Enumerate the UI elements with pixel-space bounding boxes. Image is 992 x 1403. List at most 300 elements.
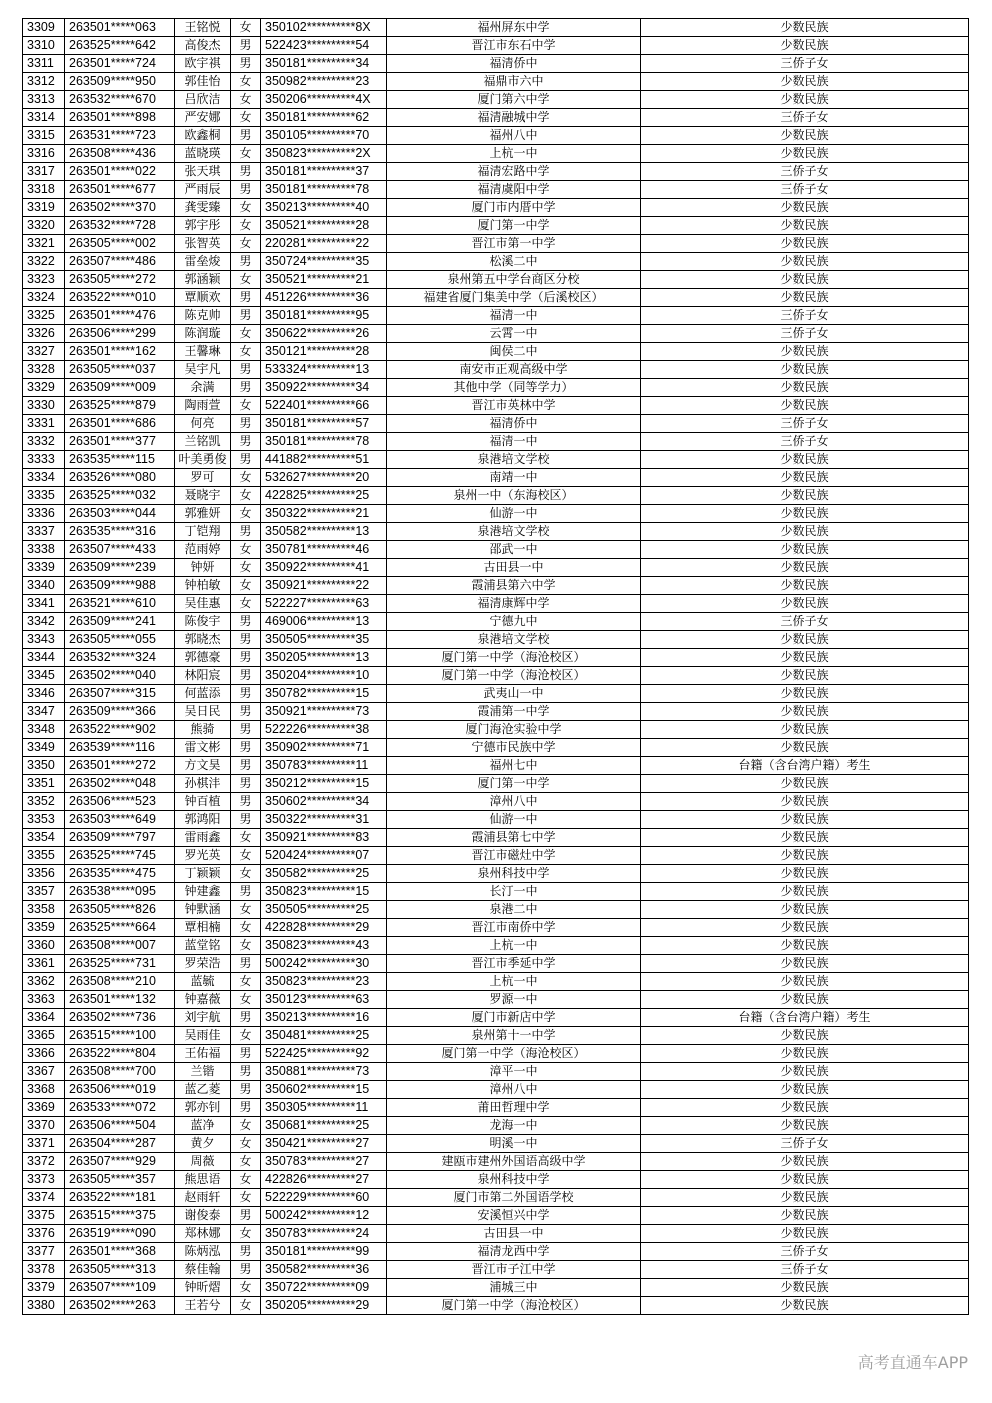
table-row xyxy=(23,469,969,487)
table-row xyxy=(23,685,969,703)
table-row xyxy=(23,307,969,325)
cell-id-card-number: 350602**********34 xyxy=(261,793,387,811)
cell-school: 漳州八中 xyxy=(387,1081,641,1099)
cell-gender: 女 xyxy=(231,487,261,505)
cell-category: 三侨子女 xyxy=(641,433,969,451)
cell-gender: 男 xyxy=(231,361,261,379)
cell-exam-number: 263526*****080 xyxy=(65,469,175,487)
cell-sequence-number: 3380 xyxy=(23,1297,65,1315)
cell-school: 泉州第十一中学 xyxy=(387,1027,641,1045)
cell-student-name: 陶雨萱 xyxy=(175,397,231,415)
cell-student-name: 郭涵颖 xyxy=(175,271,231,289)
table-body xyxy=(23,19,969,1315)
cell-id-card-number: 350582**********36 xyxy=(261,1261,387,1279)
cell-school: 龙海一中 xyxy=(387,1117,641,1135)
cell-category: 三侨子女 xyxy=(641,181,969,199)
cell-exam-number: 263501*****898 xyxy=(65,109,175,127)
cell-school: 宁德九中 xyxy=(387,613,641,631)
cell-category: 少数民族 xyxy=(641,811,969,829)
cell-sequence-number: 3350 xyxy=(23,757,65,775)
cell-student-name: 罗可 xyxy=(175,469,231,487)
cell-sequence-number: 3313 xyxy=(23,91,65,109)
cell-student-name: 陈润璇 xyxy=(175,325,231,343)
table-row xyxy=(23,91,969,109)
cell-exam-number: 263508*****210 xyxy=(65,973,175,991)
cell-sequence-number: 3327 xyxy=(23,343,65,361)
cell-exam-number: 263525*****032 xyxy=(65,487,175,505)
cell-school: 云霄一中 xyxy=(387,325,641,343)
cell-exam-number: 263522*****804 xyxy=(65,1045,175,1063)
cell-school: 罗源一中 xyxy=(387,991,641,1009)
table-row xyxy=(23,1045,969,1063)
cell-student-name: 钟嘉薇 xyxy=(175,991,231,1009)
table-row xyxy=(23,649,969,667)
cell-student-name: 雷文彬 xyxy=(175,739,231,757)
table-row xyxy=(23,901,969,919)
cell-gender: 女 xyxy=(231,91,261,109)
cell-student-name: 兰锴 xyxy=(175,1063,231,1081)
cell-school: 安溪恒兴中学 xyxy=(387,1207,641,1225)
cell-school: 福州七中 xyxy=(387,757,641,775)
table-row xyxy=(23,343,969,361)
cell-id-card-number: 350123**********63 xyxy=(261,991,387,1009)
cell-student-name: 覃相楠 xyxy=(175,919,231,937)
cell-student-name: 钟默涵 xyxy=(175,901,231,919)
cell-exam-number: 263502*****263 xyxy=(65,1297,175,1315)
cell-sequence-number: 3322 xyxy=(23,253,65,271)
cell-id-card-number: 350181**********62 xyxy=(261,109,387,127)
cell-student-name: 王若兮 xyxy=(175,1297,231,1315)
cell-category: 少数民族 xyxy=(641,919,969,937)
cell-student-name: 吴日民 xyxy=(175,703,231,721)
cell-sequence-number: 3318 xyxy=(23,181,65,199)
cell-id-card-number: 469006**********13 xyxy=(261,613,387,631)
cell-category: 少数民族 xyxy=(641,955,969,973)
cell-id-card-number: 522227**********63 xyxy=(261,595,387,613)
cell-student-name: 陈俊宇 xyxy=(175,613,231,631)
cell-category: 少数民族 xyxy=(641,217,969,235)
cell-exam-number: 263502*****370 xyxy=(65,199,175,217)
table-row xyxy=(23,433,969,451)
cell-exam-number: 263506*****019 xyxy=(65,1081,175,1099)
table-row xyxy=(23,127,969,145)
cell-gender: 男 xyxy=(231,55,261,73)
cell-id-card-number: 350305**********11 xyxy=(261,1099,387,1117)
cell-gender: 男 xyxy=(231,127,261,145)
cell-sequence-number: 3364 xyxy=(23,1009,65,1027)
cell-school: 古田县一中 xyxy=(387,1225,641,1243)
cell-id-card-number: 520424**********07 xyxy=(261,847,387,865)
cell-sequence-number: 3315 xyxy=(23,127,65,145)
cell-student-name: 钟柏敏 xyxy=(175,577,231,595)
cell-school: 厦门市新店中学 xyxy=(387,1009,641,1027)
cell-sequence-number: 3359 xyxy=(23,919,65,937)
table-row xyxy=(23,181,969,199)
cell-gender: 女 xyxy=(231,73,261,91)
cell-sequence-number: 3355 xyxy=(23,847,65,865)
cell-school: 厦门第一中学 xyxy=(387,217,641,235)
cell-category: 少数民族 xyxy=(641,595,969,613)
cell-id-card-number: 350823**********43 xyxy=(261,937,387,955)
cell-gender: 女 xyxy=(231,505,261,523)
cell-gender: 男 xyxy=(231,1207,261,1225)
cell-id-card-number: 350823**********23 xyxy=(261,973,387,991)
cell-sequence-number: 3366 xyxy=(23,1045,65,1063)
cell-exam-number: 263508*****436 xyxy=(65,145,175,163)
cell-student-name: 郭晓杰 xyxy=(175,631,231,649)
cell-sequence-number: 3373 xyxy=(23,1171,65,1189)
cell-student-name: 熊思语 xyxy=(175,1171,231,1189)
cell-id-card-number: 350322**********21 xyxy=(261,505,387,523)
cell-exam-number: 263538*****095 xyxy=(65,883,175,901)
cell-exam-number: 263522*****902 xyxy=(65,721,175,739)
cell-id-card-number: 350622**********26 xyxy=(261,325,387,343)
table-row xyxy=(23,577,969,595)
cell-category: 少数民族 xyxy=(641,91,969,109)
cell-student-name: 陈克帅 xyxy=(175,307,231,325)
cell-id-card-number: 220281**********22 xyxy=(261,235,387,253)
cell-student-name: 龚雯臻 xyxy=(175,199,231,217)
table-row xyxy=(23,37,969,55)
cell-category: 少数民族 xyxy=(641,1279,969,1297)
cell-sequence-number: 3332 xyxy=(23,433,65,451)
cell-student-name: 方文昊 xyxy=(175,757,231,775)
cell-id-card-number: 350982**********23 xyxy=(261,73,387,91)
cell-school: 漳平一中 xyxy=(387,1063,641,1081)
cell-sequence-number: 3331 xyxy=(23,415,65,433)
cell-category: 三侨子女 xyxy=(641,109,969,127)
cell-gender: 男 xyxy=(231,1099,261,1117)
watermark-text: 高考直通车APP xyxy=(856,1350,970,1373)
cell-sequence-number: 3311 xyxy=(23,55,65,73)
cell-category: 少数民族 xyxy=(641,685,969,703)
cell-school: 福鼎市六中 xyxy=(387,73,641,91)
cell-student-name: 丁颖颖 xyxy=(175,865,231,883)
cell-gender: 女 xyxy=(231,325,261,343)
cell-school: 福清虞阳中学 xyxy=(387,181,641,199)
cell-id-card-number: 350582**********13 xyxy=(261,523,387,541)
cell-sequence-number: 3320 xyxy=(23,217,65,235)
cell-category: 少数民族 xyxy=(641,865,969,883)
cell-student-name: 黄夕 xyxy=(175,1135,231,1153)
cell-exam-number: 263502*****736 xyxy=(65,1009,175,1027)
cell-gender: 男 xyxy=(231,379,261,397)
cell-student-name: 张智英 xyxy=(175,235,231,253)
cell-school: 晋江市磁灶中学 xyxy=(387,847,641,865)
cell-gender: 女 xyxy=(231,937,261,955)
cell-student-name: 罗光英 xyxy=(175,847,231,865)
cell-school: 武夷山一中 xyxy=(387,685,641,703)
cell-sequence-number: 3343 xyxy=(23,631,65,649)
admission-list-table xyxy=(22,18,969,1315)
cell-category: 三侨子女 xyxy=(641,1261,969,1279)
cell-sequence-number: 3369 xyxy=(23,1099,65,1117)
table-row xyxy=(23,847,969,865)
cell-school: 晋江市第一中学 xyxy=(387,235,641,253)
cell-gender: 女 xyxy=(231,1117,261,1135)
cell-exam-number: 263532*****728 xyxy=(65,217,175,235)
cell-student-name: 郑林娜 xyxy=(175,1225,231,1243)
table-row xyxy=(23,703,969,721)
cell-id-card-number: 350105**********70 xyxy=(261,127,387,145)
cell-id-card-number: 350823**********2X xyxy=(261,145,387,163)
cell-gender: 女 xyxy=(231,973,261,991)
cell-gender: 女 xyxy=(231,1297,261,1315)
cell-gender: 男 xyxy=(231,1009,261,1027)
cell-sequence-number: 3312 xyxy=(23,73,65,91)
table-row xyxy=(23,631,969,649)
cell-sequence-number: 3365 xyxy=(23,1027,65,1045)
cell-gender: 女 xyxy=(231,343,261,361)
cell-gender: 男 xyxy=(231,1261,261,1279)
table-row xyxy=(23,523,969,541)
table-row xyxy=(23,1189,969,1207)
cell-category: 少数民族 xyxy=(641,73,969,91)
cell-gender: 男 xyxy=(231,163,261,181)
cell-gender: 女 xyxy=(231,559,261,577)
table-row xyxy=(23,271,969,289)
cell-gender: 男 xyxy=(231,649,261,667)
cell-exam-number: 263506*****504 xyxy=(65,1117,175,1135)
cell-exam-number: 263508*****700 xyxy=(65,1063,175,1081)
cell-student-name: 王佑福 xyxy=(175,1045,231,1063)
cell-student-name: 谢俊泰 xyxy=(175,1207,231,1225)
cell-student-name: 罗荣浩 xyxy=(175,955,231,973)
cell-school: 其他中学（同等学力） xyxy=(387,379,641,397)
cell-category: 少数民族 xyxy=(641,1207,969,1225)
cell-category: 少数民族 xyxy=(641,631,969,649)
cell-exam-number: 263502*****048 xyxy=(65,775,175,793)
table-row xyxy=(23,811,969,829)
cell-category: 少数民族 xyxy=(641,847,969,865)
table-row xyxy=(23,955,969,973)
cell-id-card-number: 422825**********25 xyxy=(261,487,387,505)
cell-student-name: 吴佳惠 xyxy=(175,595,231,613)
cell-gender: 男 xyxy=(231,667,261,685)
cell-student-name: 余满 xyxy=(175,379,231,397)
cell-student-name: 范雨婷 xyxy=(175,541,231,559)
cell-school: 上杭一中 xyxy=(387,145,641,163)
cell-category: 少数民族 xyxy=(641,271,969,289)
cell-sequence-number: 3362 xyxy=(23,973,65,991)
cell-sequence-number: 3361 xyxy=(23,955,65,973)
table-row xyxy=(23,775,969,793)
cell-sequence-number: 3377 xyxy=(23,1243,65,1261)
cell-sequence-number: 3339 xyxy=(23,559,65,577)
cell-category: 少数民族 xyxy=(641,703,969,721)
cell-id-card-number: 350783**********24 xyxy=(261,1225,387,1243)
cell-category: 少数民族 xyxy=(641,253,969,271)
cell-category: 少数民族 xyxy=(641,1081,969,1099)
cell-exam-number: 263505*****313 xyxy=(65,1261,175,1279)
cell-school: 松溪二中 xyxy=(387,253,641,271)
table-row xyxy=(23,1117,969,1135)
cell-exam-number: 263509*****988 xyxy=(65,577,175,595)
cell-school: 仙游一中 xyxy=(387,811,641,829)
cell-gender: 女 xyxy=(231,595,261,613)
cell-category: 台籍（含台湾户籍）考生 xyxy=(641,757,969,775)
table-row xyxy=(23,73,969,91)
cell-exam-number: 263531*****723 xyxy=(65,127,175,145)
cell-gender: 男 xyxy=(231,307,261,325)
cell-school: 泉州一中（东海校区） xyxy=(387,487,641,505)
cell-gender: 男 xyxy=(231,775,261,793)
cell-id-card-number: 500242**********12 xyxy=(261,1207,387,1225)
cell-student-name: 郭宇彤 xyxy=(175,217,231,235)
cell-category: 少数民族 xyxy=(641,487,969,505)
cell-sequence-number: 3372 xyxy=(23,1153,65,1171)
table-row xyxy=(23,1063,969,1081)
cell-sequence-number: 3329 xyxy=(23,379,65,397)
cell-exam-number: 263525*****879 xyxy=(65,397,175,415)
cell-exam-number: 263533*****072 xyxy=(65,1099,175,1117)
cell-id-card-number: 350921**********83 xyxy=(261,829,387,847)
cell-school: 泉港培文学校 xyxy=(387,523,641,541)
cell-id-card-number: 350205**********29 xyxy=(261,1297,387,1315)
table-row xyxy=(23,1135,969,1153)
table-row xyxy=(23,541,969,559)
cell-gender: 男 xyxy=(231,451,261,469)
cell-id-card-number: 522229**********60 xyxy=(261,1189,387,1207)
cell-id-card-number: 350783**********11 xyxy=(261,757,387,775)
cell-exam-number: 263505*****037 xyxy=(65,361,175,379)
cell-category: 少数民族 xyxy=(641,1153,969,1171)
cell-gender: 男 xyxy=(231,1081,261,1099)
cell-school: 晋江市英林中学 xyxy=(387,397,641,415)
cell-school: 福清一中 xyxy=(387,433,641,451)
cell-exam-number: 263507*****315 xyxy=(65,685,175,703)
cell-student-name: 蓝毓 xyxy=(175,973,231,991)
table-row xyxy=(23,757,969,775)
cell-student-name: 周薇 xyxy=(175,1153,231,1171)
cell-category: 少数民族 xyxy=(641,343,969,361)
cell-gender: 女 xyxy=(231,1189,261,1207)
cell-exam-number: 263503*****044 xyxy=(65,505,175,523)
cell-gender: 女 xyxy=(231,397,261,415)
cell-sequence-number: 3336 xyxy=(23,505,65,523)
cell-id-card-number: 350724**********35 xyxy=(261,253,387,271)
cell-gender: 男 xyxy=(231,37,261,55)
cell-school: 福建省厦门集美中学（后溪校区） xyxy=(387,289,641,307)
cell-category: 少数民族 xyxy=(641,127,969,145)
cell-category: 少数民族 xyxy=(641,883,969,901)
cell-exam-number: 263501*****162 xyxy=(65,343,175,361)
cell-sequence-number: 3328 xyxy=(23,361,65,379)
cell-category: 少数民族 xyxy=(641,199,969,217)
cell-school: 闽侯二中 xyxy=(387,343,641,361)
cell-school: 厦门第六中学 xyxy=(387,91,641,109)
cell-school: 晋江市子江中学 xyxy=(387,1261,641,1279)
cell-category: 三侨子女 xyxy=(641,613,969,631)
cell-exam-number: 263507*****486 xyxy=(65,253,175,271)
cell-school: 厦门市第二外国语学校 xyxy=(387,1189,641,1207)
cell-id-card-number: 500242**********30 xyxy=(261,955,387,973)
cell-student-name: 林阳宸 xyxy=(175,667,231,685)
cell-sequence-number: 3323 xyxy=(23,271,65,289)
cell-sequence-number: 3344 xyxy=(23,649,65,667)
cell-gender: 女 xyxy=(231,919,261,937)
cell-sequence-number: 3314 xyxy=(23,109,65,127)
cell-id-card-number: 350921**********22 xyxy=(261,577,387,595)
cell-id-card-number: 350922**********34 xyxy=(261,379,387,397)
cell-id-card-number: 350181**********78 xyxy=(261,433,387,451)
table-row xyxy=(23,163,969,181)
table-row xyxy=(23,1081,969,1099)
cell-school: 晋江市季延中学 xyxy=(387,955,641,973)
cell-id-card-number: 350213**********16 xyxy=(261,1009,387,1027)
cell-student-name: 钟百植 xyxy=(175,793,231,811)
cell-category: 三侨子女 xyxy=(641,307,969,325)
cell-sequence-number: 3310 xyxy=(23,37,65,55)
cell-id-card-number: 350783**********27 xyxy=(261,1153,387,1171)
cell-category: 少数民族 xyxy=(641,289,969,307)
cell-category: 少数民族 xyxy=(641,469,969,487)
cell-exam-number: 263502*****040 xyxy=(65,667,175,685)
cell-sequence-number: 3376 xyxy=(23,1225,65,1243)
cell-id-card-number: 522226**********38 xyxy=(261,721,387,739)
cell-student-name: 郭德豪 xyxy=(175,649,231,667)
cell-exam-number: 263515*****100 xyxy=(65,1027,175,1045)
cell-sequence-number: 3349 xyxy=(23,739,65,757)
cell-school: 厦门第一中学（海沧校区） xyxy=(387,649,641,667)
cell-sequence-number: 3360 xyxy=(23,937,65,955)
cell-school: 仙游一中 xyxy=(387,505,641,523)
cell-gender: 女 xyxy=(231,865,261,883)
cell-category: 少数民族 xyxy=(641,505,969,523)
cell-category: 少数民族 xyxy=(641,901,969,919)
cell-school: 福州八中 xyxy=(387,127,641,145)
table-row xyxy=(23,739,969,757)
cell-student-name: 欧宇祺 xyxy=(175,55,231,73)
cell-gender: 男 xyxy=(231,415,261,433)
cell-exam-number: 263535*****316 xyxy=(65,523,175,541)
cell-gender: 男 xyxy=(231,721,261,739)
cell-id-card-number: 350421**********27 xyxy=(261,1135,387,1153)
table-row xyxy=(23,991,969,1009)
table-row xyxy=(23,199,969,217)
cell-student-name: 钟建鑫 xyxy=(175,883,231,901)
cell-id-card-number: 350823**********15 xyxy=(261,883,387,901)
cell-school: 霞浦县第七中学 xyxy=(387,829,641,847)
cell-student-name: 刘宇航 xyxy=(175,1009,231,1027)
cell-gender: 男 xyxy=(231,523,261,541)
cell-gender: 男 xyxy=(231,631,261,649)
cell-category: 三侨子女 xyxy=(641,325,969,343)
cell-category: 少数民族 xyxy=(641,1117,969,1135)
cell-school: 泉州科技中学 xyxy=(387,1171,641,1189)
cell-school: 晋江市东石中学 xyxy=(387,37,641,55)
cell-exam-number: 263505*****357 xyxy=(65,1171,175,1189)
cell-student-name: 蓝晓瑛 xyxy=(175,145,231,163)
cell-school: 霞浦县第六中学 xyxy=(387,577,641,595)
table-row xyxy=(23,289,969,307)
cell-gender: 女 xyxy=(231,469,261,487)
table-row xyxy=(23,505,969,523)
cell-school: 漳州八中 xyxy=(387,793,641,811)
cell-exam-number: 263504*****287 xyxy=(65,1135,175,1153)
cell-sequence-number: 3378 xyxy=(23,1261,65,1279)
cell-student-name: 陈炳泓 xyxy=(175,1243,231,1261)
cell-sequence-number: 3321 xyxy=(23,235,65,253)
cell-exam-number: 263522*****010 xyxy=(65,289,175,307)
cell-school: 莆田哲理中学 xyxy=(387,1099,641,1117)
cell-exam-number: 263507*****929 xyxy=(65,1153,175,1171)
cell-student-name: 雷垒焌 xyxy=(175,253,231,271)
cell-gender: 女 xyxy=(231,145,261,163)
cell-sequence-number: 3347 xyxy=(23,703,65,721)
cell-sequence-number: 3379 xyxy=(23,1279,65,1297)
table-row xyxy=(23,361,969,379)
